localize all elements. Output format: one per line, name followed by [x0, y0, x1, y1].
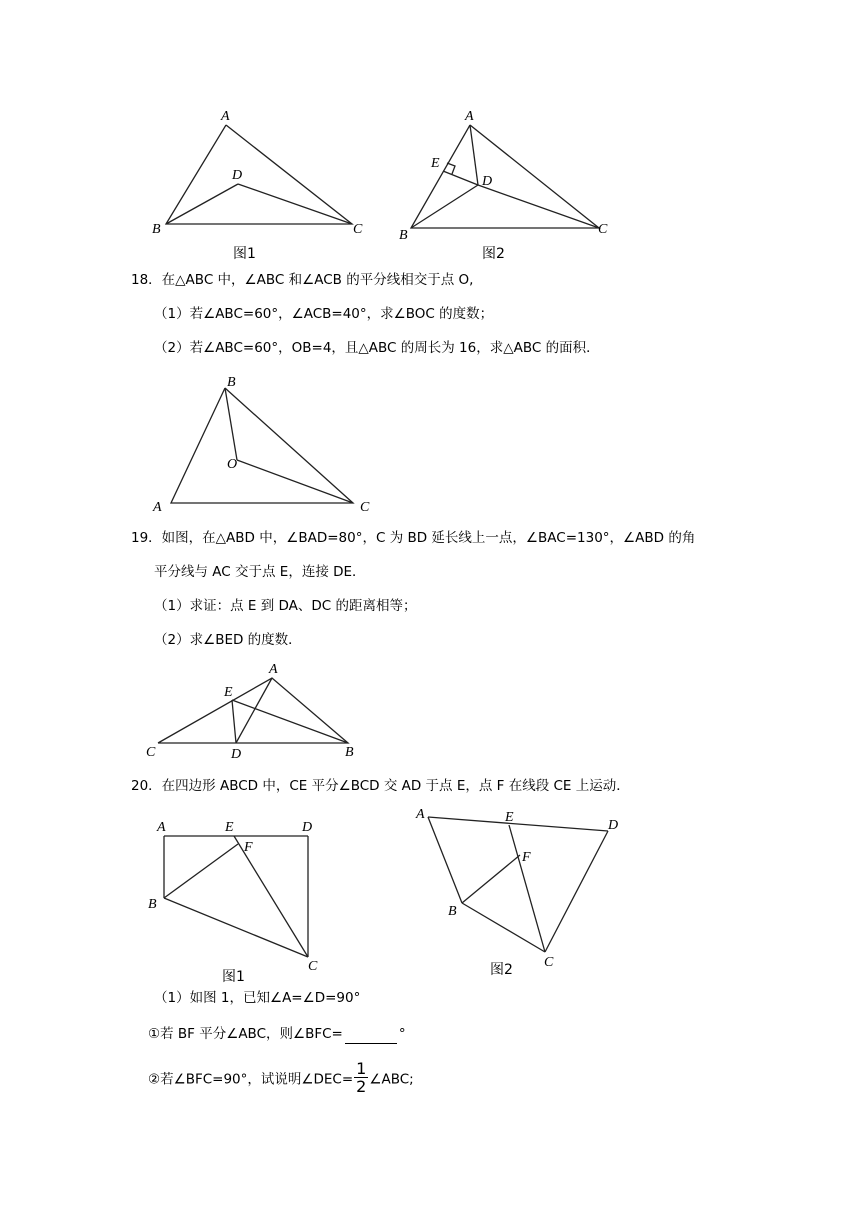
- figure-caption: 图2: [490, 962, 513, 978]
- answer-blank[interactable]: [345, 1029, 397, 1044]
- segment-dc: [545, 831, 608, 952]
- label-c: C: [146, 745, 156, 760]
- segment-ec: [509, 825, 545, 952]
- label-b: B: [399, 228, 408, 243]
- segment-dc: [478, 185, 599, 228]
- segment-bd: [411, 185, 478, 228]
- segment-ab: [428, 817, 462, 903]
- label-d: D: [482, 174, 493, 189]
- q20-figure-1: [140, 815, 340, 985]
- q19-part1: （1）求证：点 E 到 DA、DC 的距离相等；: [154, 598, 417, 614]
- label-b: B: [448, 904, 457, 919]
- q20-sub2-text: ②若∠BFC=90°，试说明∠DEC=: [148, 1071, 354, 1088]
- q20-part1: （1）如图 1，已知∠A=∠D=90°: [154, 990, 361, 1006]
- label-c: C: [308, 959, 318, 974]
- label-f: F: [244, 840, 253, 855]
- segment-eb: [232, 700, 348, 743]
- q20-sub1: [148, 1024, 406, 1044]
- q20-sub2-suffix: ∠ABC;: [369, 1071, 414, 1088]
- q19-part2: （2）求∠BED 的度数．: [154, 632, 302, 648]
- label-a: A: [153, 500, 162, 515]
- label-d: D: [231, 747, 242, 762]
- segment-bf: [164, 844, 238, 898]
- segment-bo: [225, 388, 237, 460]
- q18-part2: （2）若∠ABC=60°，OB=4，且△ABC 的周长为 16，求△ABC 的面积．: [154, 340, 600, 356]
- label-d: D: [302, 820, 313, 835]
- figure-caption: 图1: [233, 246, 256, 262]
- top-figure-1: [140, 100, 380, 265]
- top-figure-2: [395, 100, 625, 265]
- fraction-denominator: 2: [356, 1077, 367, 1096]
- right-angle-mark: [447, 163, 455, 174]
- label-e: E: [505, 810, 514, 825]
- label-c: C: [353, 222, 363, 237]
- segment-bf: [462, 855, 520, 903]
- triangle-cab: [158, 678, 348, 743]
- segment-ed: [232, 700, 236, 743]
- label-e: E: [224, 685, 233, 700]
- label-o: O: [227, 457, 238, 472]
- q19-stem-line2: 平分线与 AC 交于点 E，连接 DE．: [154, 564, 366, 580]
- fraction-numerator: 1: [356, 1059, 367, 1078]
- label-f: F: [522, 850, 531, 865]
- q19-figure: [140, 660, 380, 765]
- label-a: A: [416, 807, 425, 822]
- label-b: B: [345, 745, 354, 760]
- degree-mark: °: [398, 1026, 406, 1042]
- fraction-one-half: [354, 1060, 368, 1095]
- q18-figure: [145, 370, 385, 520]
- label-e: E: [431, 156, 440, 171]
- q20-stem: 20．在四边形 ABCD 中，CE 平分∠BCD 交 AD 于点 E，点 F 在线段 CE 上运动．: [131, 778, 630, 794]
- q18-part1: （1）若∠ABC=60°，∠ACB=40°，求∠BOC 的度数；: [154, 306, 494, 322]
- segment-oc: [237, 460, 353, 503]
- segment-ad: [470, 125, 478, 185]
- label-a: A: [221, 109, 230, 124]
- segment-ad: [428, 817, 608, 831]
- label-e: E: [225, 820, 234, 835]
- figure-caption: 图1: [222, 969, 245, 985]
- label-c: C: [360, 500, 370, 515]
- label-d: D: [608, 818, 619, 833]
- triangle-abc: [411, 125, 599, 228]
- label-c: C: [598, 222, 608, 237]
- label-b: B: [148, 897, 157, 912]
- q18-stem: 18．在△ABC 中，∠ABC 和∠ACB 的平分线相交于点 O,: [131, 272, 474, 288]
- q20-sub1-text: ①若 BF 平分∠ABC，则∠BFC=: [148, 1026, 343, 1042]
- label-a: A: [269, 662, 278, 677]
- label-b: B: [227, 375, 236, 390]
- segment-dc: [238, 184, 352, 224]
- segment-bd: [166, 184, 238, 224]
- figure-caption: 图2: [482, 246, 505, 262]
- label-d: D: [232, 168, 243, 183]
- triangle-abc: [171, 388, 353, 503]
- label-b: B: [152, 222, 161, 237]
- label-a: A: [465, 109, 474, 124]
- segment-bc: [164, 898, 308, 957]
- q20-sub2: [148, 1059, 414, 1097]
- label-c: C: [544, 955, 554, 970]
- label-a: A: [157, 820, 166, 835]
- segment-ed: [443, 171, 478, 185]
- q20-figure-2: [410, 800, 640, 980]
- q19-stem-line1: 19．如图，在△ABD 中，∠BAD=80°，C 为 BD 延长线上一点，∠BAC=130°，∠ABD 的角: [131, 530, 696, 546]
